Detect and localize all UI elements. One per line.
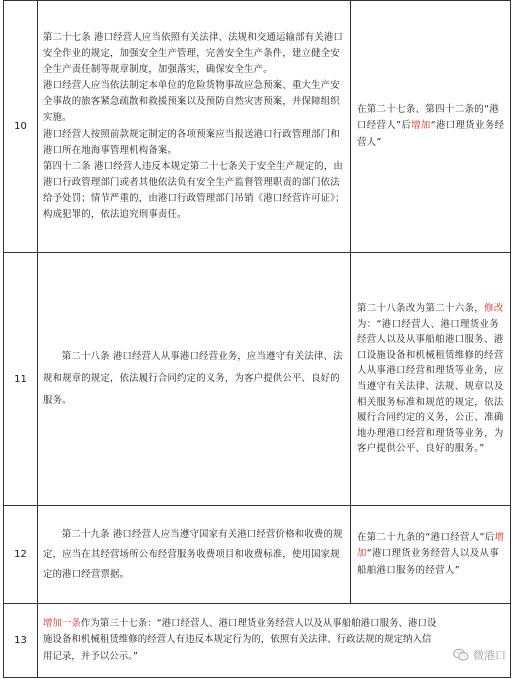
table-row bbox=[4, 253, 511, 506]
revision-action: 增加一条 bbox=[43, 617, 81, 629]
table-row bbox=[4, 1, 511, 253]
revision-text: 在第二十七条、第四十二条的“港口经营人”后 bbox=[357, 104, 500, 132]
row-number: 11 bbox=[4, 253, 38, 506]
revision-action: 增加 bbox=[411, 120, 431, 132]
revision-text: 在第二十九条的“港口经营人”后 bbox=[357, 532, 495, 544]
original-paragraph: 第四十二条 港口经营人违反本规定第二十七条关于安全生产规定的，由港口行政管理部门或者其他依法负有安全生产监督管理职责的部门依法给予处罚；情节严重的，由港口行政管理部门吊销《港口经营许可证》；构成犯罪的，依法追究刑事责任。 bbox=[43, 160, 345, 220]
revision-text: 第二十八条改为第二十六条， bbox=[357, 303, 485, 315]
row-number: 12 bbox=[4, 506, 38, 604]
original-paragraph: 港口经营人应当依法制定本单位的危险货物事故应急预案、重大生产安全事故的旅客紧急疏散和救援预案以及预防自然灾害预案，并保障组织实施。 bbox=[43, 80, 340, 124]
revision-action: 增加 bbox=[357, 532, 505, 560]
original-text-cell bbox=[38, 506, 351, 604]
watermark-text: 微港口 bbox=[473, 649, 506, 662]
original-paragraph: 港口经营人按照前款规定制定的各项预案应当报送港口行政管理部门和港口所在地海事管理机构备案。 bbox=[43, 128, 340, 156]
row-number: 13 bbox=[4, 604, 38, 678]
revision-cell bbox=[351, 506, 511, 604]
watermark bbox=[453, 647, 506, 663]
table-row bbox=[4, 506, 511, 604]
original-paragraph: 第二十七条 港口经营人应当依照有关法律、法规和交通运输部有关港口安全作业的规定，加强安全生产管理，完善安全生产条件，建立健全安全生产责任制等规章制度，加强落实，确保安全生产。 bbox=[43, 31, 344, 76]
wechat-icon bbox=[453, 648, 469, 662]
table-row bbox=[4, 604, 511, 678]
original-paragraph: 第二十九条 港口经营人应当遵守国家有关港口经营价格和收费的规定，应当在其经营场所公布经营服务收费项目和收费标准，使用国家规定的港口经营票据。 bbox=[43, 528, 343, 580]
revision-text: 为：“港口经营人、港口理货业务经营人以及从事船舶港口服务、港口设施设备和机械租赁维修的经营人从事港口经营和理货等业务，应当遵守有关法律、法规、规章以及相关服务标准和规范的规定，依法履行合同约定的义务，公正、准确地办理港口经营和理货等业务，为客户提供公平、良好的服务。” bbox=[357, 318, 504, 455]
regulation-comparison-table bbox=[3, 0, 511, 678]
row-number: 10 bbox=[4, 1, 38, 253]
original-text-cell bbox=[38, 1, 351, 253]
revision-cell bbox=[351, 1, 511, 253]
revision-text: “港口理货业务经营人” bbox=[357, 120, 505, 148]
revision-text: “港口理货业务经营人以及从事船舶港口服务的经营人” bbox=[357, 548, 500, 576]
revision-text: 作为第三十七条：“港口经营人、港口理货业务经营人以及从事船舶港口服务、港口设施设备和机械租赁维修的经营人有违反本规定行为的，依照有关法律、行政法规的规定纳入信用记录，并予以公示。” bbox=[43, 617, 437, 662]
merged-revision-cell bbox=[38, 604, 511, 678]
original-paragraph: 第二十八条 港口经营人从事港口经营业务，应当遵守有关法律、法规和规章的规定，依法履行合同约定的义务，为客户提供公平、良好的服务。 bbox=[43, 351, 343, 406]
original-text-cell bbox=[38, 253, 351, 506]
revision-action: 修改 bbox=[484, 303, 504, 315]
revision-cell bbox=[351, 253, 511, 506]
